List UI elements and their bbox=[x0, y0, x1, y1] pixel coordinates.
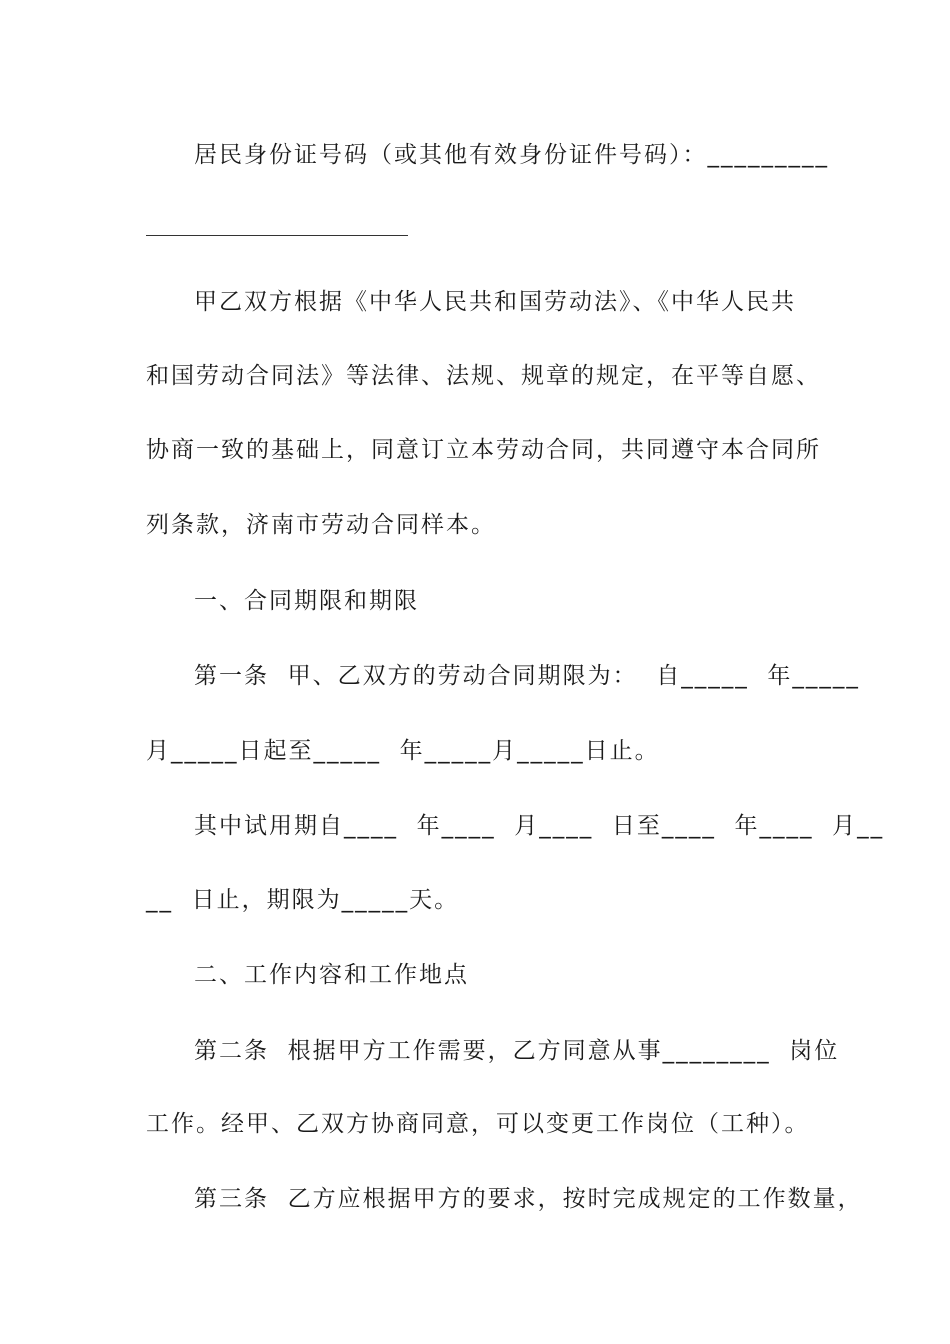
probation-line: __ 日止，期限为_____天。 bbox=[146, 887, 460, 913]
section-heading: 一、合同期限和期限 bbox=[194, 588, 419, 614]
section-heading: 二、工作内容和工作地点 bbox=[194, 962, 469, 988]
id-number-line: 居民身份证号码（或其他有效身份证件号码）：_________ bbox=[194, 142, 829, 168]
article-line: 第二条 根据甲方工作需要，乙方同意从事________ 岗位 bbox=[194, 1038, 840, 1064]
probation-line: 其中试用期自____ 年____ 月____ 日至____ 年____ 月__ bbox=[194, 813, 885, 839]
blank-underline bbox=[146, 235, 408, 236]
article-line: 第三条 乙方应根据甲方的要求，按时完成规定的工作数量， bbox=[194, 1186, 863, 1212]
paragraph-line: 和国劳动合同法》等法律、法规、规章的规定，在平等自愿、 bbox=[146, 363, 821, 389]
article-line: 工作。经甲、乙双方协商同意，可以变更工作岗位（工种）。 bbox=[146, 1111, 810, 1137]
paragraph-line: 协商一致的基础上，同意订立本劳动合同，共同遵守本合同所 bbox=[146, 437, 821, 463]
paragraph-line: 甲乙双方根据《中华人民共和国劳动法》、《中华人民共 bbox=[194, 289, 796, 315]
paragraph-line: 列条款，济南市劳动合同样本。 bbox=[146, 512, 496, 538]
article-line: 月_____日起至_____ 年_____月_____日止。 bbox=[146, 738, 660, 764]
article-line: 第一条 甲、乙双方的劳动合同期限为： 自_____ 年_____ bbox=[194, 663, 860, 689]
